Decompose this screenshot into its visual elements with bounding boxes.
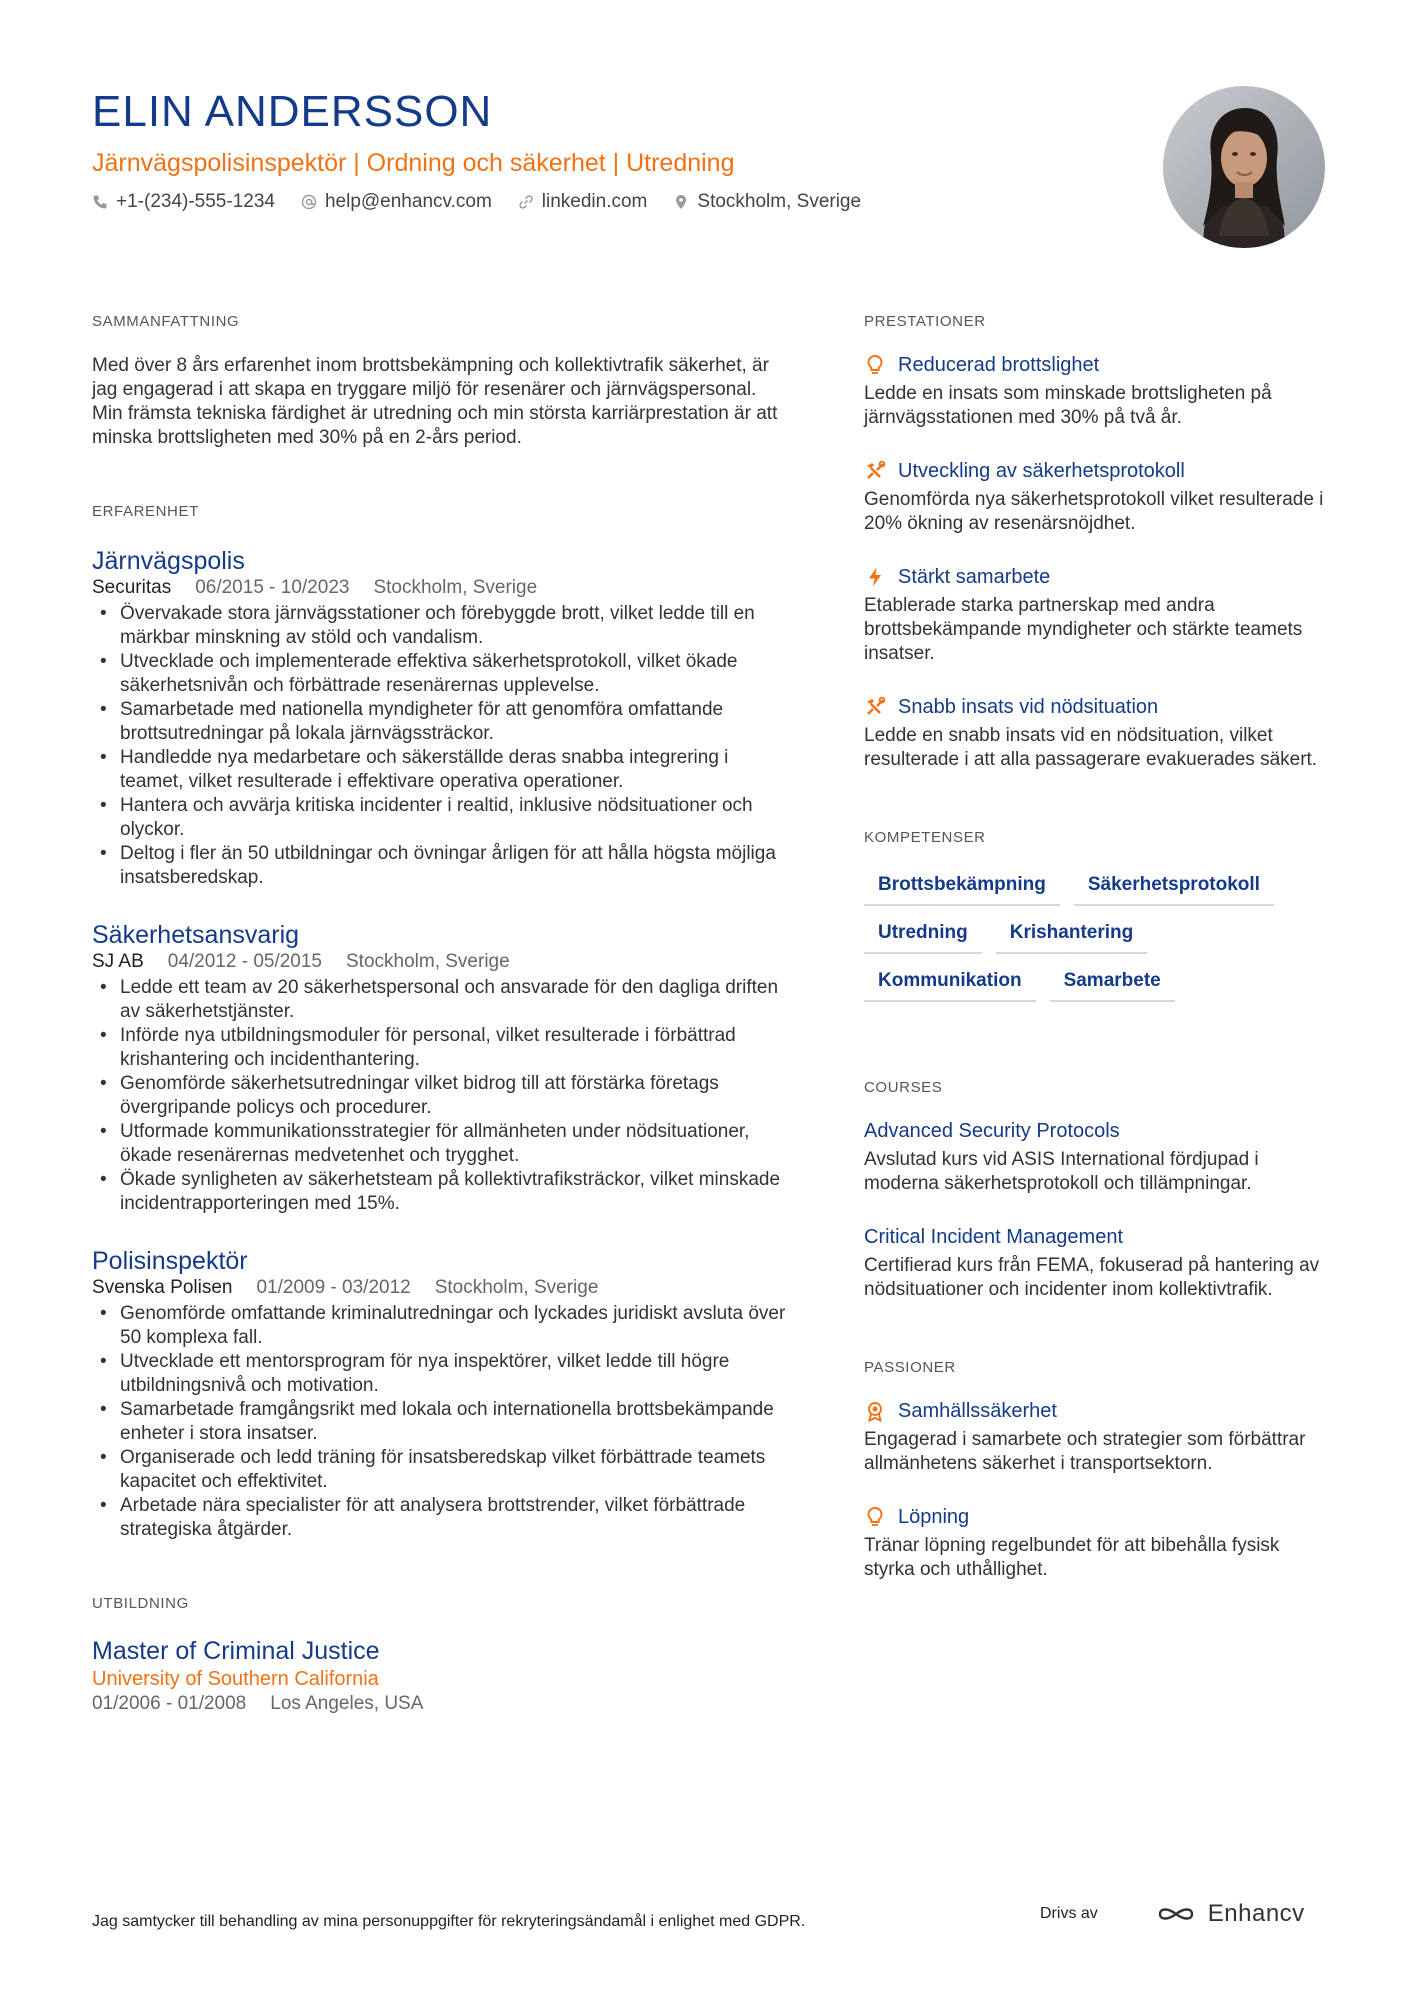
brand-logo[interactable] xyxy=(1154,1900,1305,1928)
phone-text: +1-(234)-555-1234 xyxy=(116,191,275,212)
job-title: Säkerhetsansvarig xyxy=(92,921,300,949)
course-desc: Certifierad kurs från FEMA, fokuserad på hantering av nödsituationer och incidenter inom kollektivtrafik. xyxy=(864,1255,1320,1300)
achievement-desc: Ledde en snabb insats vid en nödsituation, vilket resulterade i att alla passagerare evakuerades säkert. xyxy=(864,725,1318,770)
job-bullet: • Införde nya utbildningsmoduler för personal, vilket resulterade i förbättrad krishantering och incidenthantering. xyxy=(92,1024,792,1072)
experience-item xyxy=(92,1246,792,1542)
job-dates: 01/2009 - 03/2012 xyxy=(256,1277,411,1298)
skill-tag: Utredning xyxy=(864,916,982,954)
job-bullet: • Ökade synligheten av säkerhetsteam på kollektivtrafiksträckor, vilket minskade incidentrapporteringen med 15%. xyxy=(92,1168,792,1216)
job-bullet: • Övervakade stora järnvägsstationer och förebyggde brott, vilket ledde till en märkbar minskning av stöld och vandalism. xyxy=(92,602,792,650)
achievement-desc: Ledde en insats som minskade brottsligheten på järnvägsstationen med 30% på två år. xyxy=(864,383,1272,428)
summary-heading: SAMMANFATTNING xyxy=(92,313,240,330)
candidate-tagline: Järnvägspolisinspektör | Ordning och säkerhet | Utredning xyxy=(92,149,735,177)
right-column xyxy=(864,312,1334,1582)
job-title: Järnvägspolis xyxy=(92,547,245,575)
job-company: Svenska Polisen xyxy=(92,1277,233,1298)
education-dates: 01/2006 - 01/2008 xyxy=(92,1693,247,1714)
job-bullet: • Samarbetade framgångsrikt med lokala och internationella brottsbekämpande enheter i stora insatser. xyxy=(92,1398,792,1446)
course-item xyxy=(864,1118,1334,1196)
lightbulb-icon xyxy=(864,354,886,376)
link-icon xyxy=(518,194,534,210)
skills-heading: KOMPETENSER xyxy=(864,829,986,846)
at-sign-icon xyxy=(301,194,317,210)
experience-heading: ERFARENHET xyxy=(92,503,199,520)
contact-location xyxy=(673,190,861,214)
tools-icon xyxy=(864,696,886,718)
job-title: Polisinspektör xyxy=(92,1247,248,1275)
achievement-title: Snabb insats vid nödsituation xyxy=(898,696,1159,718)
tools-icon xyxy=(864,460,886,482)
education-degree: Master of Criminal Justice xyxy=(92,1637,380,1665)
contact-email[interactable] xyxy=(301,190,492,214)
achievement-desc: Etablerade starka partnerskap med andra brottsbekämpande myndigheter och stärkte teamets insatser. xyxy=(864,595,1303,664)
job-bullet: • Genomförde omfattande kriminalutredningar och lyckades juridiskt avsluta över 50 komplexa fall. xyxy=(92,1302,792,1350)
lightning-icon xyxy=(864,566,886,588)
job-location: Stockholm, Sverige xyxy=(434,1277,599,1298)
job-company: SJ AB xyxy=(92,951,144,972)
brand-name: Enhancv xyxy=(1207,1900,1305,1927)
achievement-item xyxy=(864,694,1334,772)
lightbulb-icon xyxy=(864,1506,886,1528)
job-bullet: • Samarbetade med nationella myndigheter för att genomföra omfattande brottsutredningar på lokala järnvägssträckor. xyxy=(92,698,792,746)
job-bullet: • Hantera och avvärja kritiska incidenter i realtid, inklusive nödsituationer och olyckor. xyxy=(92,794,792,842)
courses-heading: COURSES xyxy=(864,1079,943,1096)
skill-tag: Samarbete xyxy=(1050,964,1175,1002)
passions-heading: PASSIONER xyxy=(864,1359,956,1376)
gdpr-consent-note: Jag samtycker till behandling av mina personuppgifter för rekryteringsändamål i enlighet med GDPR. xyxy=(92,1913,806,1930)
job-dates: 04/2012 - 05/2015 xyxy=(167,951,322,972)
achievement-title: Utveckling av säkerhetsprotokoll xyxy=(898,460,1185,482)
job-bullet: • Utformade kommunikationsstrategier för allmänheten under nödsituationer, ökade resenärernas medvetenhet och trygghet. xyxy=(92,1120,792,1168)
job-bullets xyxy=(92,976,792,1216)
achievement-item xyxy=(864,352,1334,430)
phone-icon xyxy=(92,194,108,210)
skill-tag: Brottsbekämpning xyxy=(864,868,1060,906)
course-desc: Avslutad kurs vid ASIS International fördjupad i moderna säkerhetsprotokoll och tillämpningar. xyxy=(864,1149,1259,1194)
job-bullet: • Utvecklade ett mentorsprogram för nya inspektörer, vilket ledde till högre utbildningsnivå och motivation. xyxy=(92,1350,792,1398)
skills-list xyxy=(864,868,1324,1002)
job-bullet: • Deltog i fler än 50 utbildningar och övningar årligen för att hålla högsta möjliga insatsberedskap. xyxy=(92,842,792,890)
contact-linkedin[interactable] xyxy=(518,190,648,214)
footer-branding[interactable] xyxy=(1040,1900,1305,1928)
achievement-title: Reducerad brottslighet xyxy=(898,354,1100,376)
achievement-item xyxy=(864,564,1334,666)
education-location: Los Angeles, USA xyxy=(270,1693,424,1714)
course-title: Advanced Security Protocols xyxy=(864,1120,1120,1142)
skill-tag: Krishantering xyxy=(996,916,1148,954)
job-bullet: • Utvecklade och implementerade effektiva säkerhetsprotokoll, vilket ökade säkerhetsnivån och förbättrade resenärernas upplevelse. xyxy=(92,650,792,698)
course-item xyxy=(864,1224,1334,1302)
job-bullets xyxy=(92,1302,792,1542)
location-text: Stockholm, Sverige xyxy=(697,191,862,212)
passion-desc: Tränar löpning regelbundet för att bibehålla fysisk styrka och uthållighet. xyxy=(864,1535,1280,1580)
passion-item xyxy=(864,1398,1334,1476)
achievement-desc: Genomförda nya säkerhetsprotokoll vilket resulterade i 20% ökning av resenärsnöjdhet. xyxy=(864,489,1324,534)
job-location: Stockholm, Sverige xyxy=(346,951,510,972)
contact-phone[interactable] xyxy=(92,190,275,214)
resume-header xyxy=(92,86,1142,214)
job-bullet: • Arbetade nära specialister för att analysera brottstrender, vilket förbättrade strategiska åtgärder. xyxy=(92,1494,792,1542)
education-school: University of Southern California xyxy=(92,1668,379,1690)
education-heading: UTBILDNING xyxy=(92,1595,189,1612)
location-pin-icon xyxy=(673,194,689,210)
profile-photo xyxy=(1163,86,1325,248)
linkedin-text: linkedin.com xyxy=(541,191,648,212)
passion-title: Samhällssäkerhet xyxy=(898,1400,1057,1422)
experience-item xyxy=(92,920,792,1216)
experience-item xyxy=(92,546,792,890)
job-bullet: • Handledde nya medarbetare och säkerställde deras snabba integrering i teamet, vilket resulterade i effektivare operativa operationer. xyxy=(92,746,792,794)
job-bullet: • Genomförde säkerhetsutredningar vilket bidrog till att förstärka företags övergripande policys och procedurer. xyxy=(92,1072,792,1120)
achievement-item xyxy=(864,458,1334,536)
passion-item xyxy=(864,1504,1334,1582)
job-bullets xyxy=(92,602,792,890)
job-dates: 06/2015 - 10/2023 xyxy=(195,577,350,598)
skill-tag: Säkerhetsprotokoll xyxy=(1074,868,1274,906)
achievements-heading: PRESTATIONER xyxy=(864,313,986,330)
job-location: Stockholm, Sverige xyxy=(373,577,538,598)
course-title: Critical Incident Management xyxy=(864,1226,1124,1248)
skill-tag: Kommunikation xyxy=(864,964,1036,1002)
achievement-title: Stärkt samarbete xyxy=(898,566,1051,588)
candidate-name: ELIN ANDERSSON xyxy=(92,87,493,136)
passion-title: Löpning xyxy=(898,1506,970,1528)
email-text: help@enhancv.com xyxy=(324,191,492,212)
job-company: Securitas xyxy=(92,577,172,598)
infinity-logo-icon xyxy=(1154,1902,1198,1926)
medal-icon xyxy=(864,1400,886,1422)
job-bullet: • Ledde ett team av 20 säkerhetspersonal och ansvarade för den dagliga driften av säkerhetstjänster. xyxy=(92,976,792,1024)
job-bullet: • Organiserade och ledd träning för insatsberedskap vilket förbättrade teamets kapacitet och effektivitet. xyxy=(92,1446,792,1494)
left-column xyxy=(92,312,792,1716)
passion-desc: Engagerad i samarbete och strategier som förbättrar allmänhetens säkerhet i transportsektorn. xyxy=(864,1429,1306,1474)
powered-by-label: Drivs av xyxy=(1040,1905,1098,1922)
contact-row xyxy=(92,190,1142,214)
summary-text: Med över 8 års erfarenhet inom brottsbekämpning och kollektivtrafik säkerhet, är jag engagerad i att skapa en tryggare miljö för resenärer och järnvägspersonal. Min främsta tekniska färdighet är utredning och min största karriärprestation är att minska brottsligheten med 30% på en 2-års period. xyxy=(92,355,778,448)
